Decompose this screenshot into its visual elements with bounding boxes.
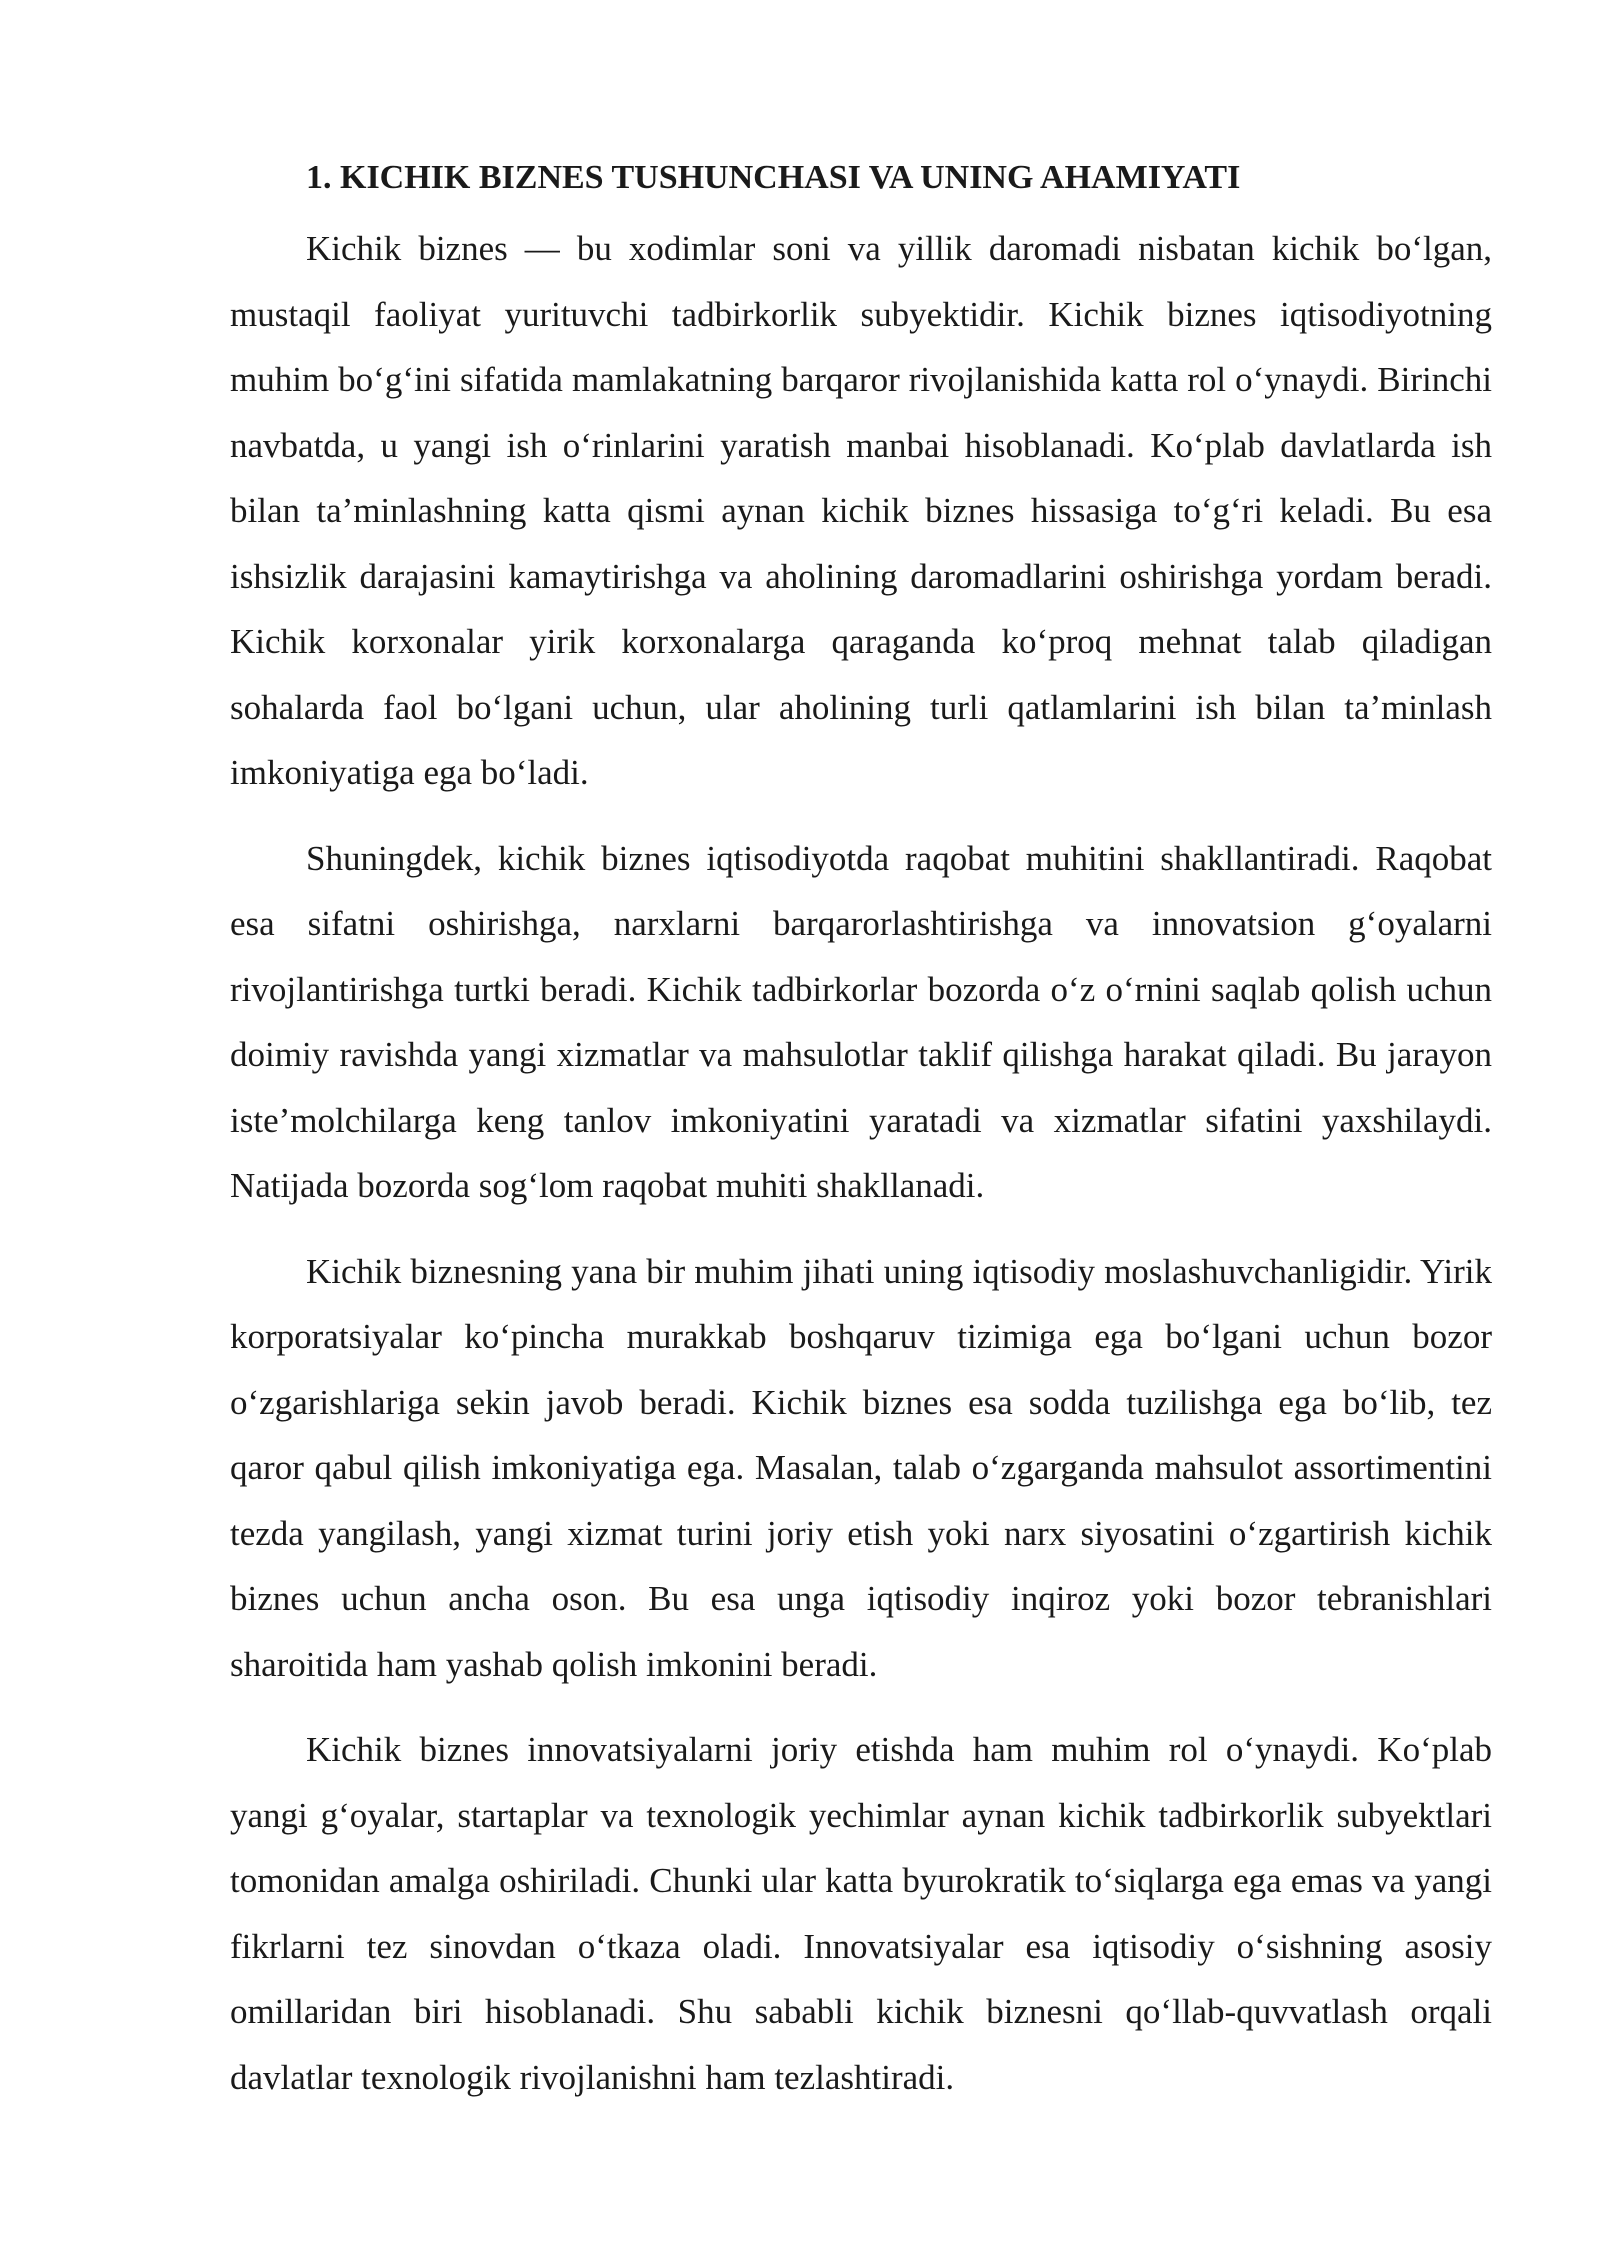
section-heading: 1. KICHIK BIZNES TUSHUNCHASI VA UNING AHAMIYATI	[306, 159, 1241, 196]
paragraph-3: Kichik biznesning yana bir muhim jihati uning iqtisodiy moslashuvchanligidir. Yirik korporatsiyalar ko‘pincha murakkab boshqaruv tizimiga ega bo‘lgani uchun bozor o‘zgarishlariga sekin javob beradi. Kichik biznes esa sodda tuzilishga ega bo‘lib, tez qaror qabul qilish imkoniyatiga ega. Masalan, talab o‘zgarganda mahsulot assortimentini tezda yangilash, yangi xizmat turini joriy etish yoki narx siyosatini o‘zgartirish kichik biznes uchun ancha oson. Bu esa unga iqtisodiy inqiroz yoki bozor tebranishlari sharoitida ham yashab qolish imkonini beradi.	[230, 1251, 1492, 1684]
paragraph-2: Shuningdek, kichik biznes iqtisodiyotda raqobat muhitini shakllantiradi. Raqobat esa sifatni oshirishga, narxlarni barqarorlashtirishga va innovatsion g‘oyalarni rivojlantirishga turtki beradi. Kichik tadbirkorlar bozorda o‘z o‘rnini saqlab qolish uchun doimiy ravishda yangi xizmatlar va mahsulotlar taklif qilishga harakat qiladi. Bu jarayon iste’molchilarga keng tanlov imkoniyatini yaratadi va xizmatlar sifatini yaxshilaydi. Natijada bozorda sog‘lom raqobat muhiti shakllanadi.	[230, 838, 1492, 1205]
document-body	[230, 148, 1492, 2110]
paragraph-4: Kichik biznes innovatsiyalarni joriy etishda ham muhim rol o‘ynaydi. Ko‘plab yangi g‘oyalar, startaplar va texnologik yechimlar aynan kichik tadbirkorlik subyektlari tomonidan amalga oshiriladi. Chunki ular katta byurokratik to‘siqlarga ega emas va yangi fikrlarni tez sinovdan o‘tkaza oladi. Innovatsiyalar esa iqtisodiy o‘sishning asosiy omillaridan biri hisoblanadi. Shu sababli kichik biznesni qo‘llab-quvvatlash orqali davlatlar texnologik rivojlanishni ham tezlashtiradi.	[230, 1730, 1492, 2097]
paragraph-1: Kichik biznes — bu xodimlar soni va yillik daromadi nisbatan kichik bo‘lgan, mustaqil faoliyat yurituvchi tadbirkorlik subyektidir. Kichik biznes iqtisodiyotning muhim bo‘g‘ini sifatida mamlakatning barqaror rivojlanishida katta rol o‘ynaydi. Birinchi navbatda, u yangi ish o‘rinlarini yaratish manbai hisoblanadi. Ko‘plab davlatlarda ish bilan ta’minlashning katta qismi aynan kichik biznes hissasiga to‘g‘ri keladi. Bu esa ishsizlik darajasini kamaytirishga va aholining daromadlarini oshirishga yordam beradi. Kichik korxonalar yirik korxonalarga qaraganda ko‘proq mehnat talab qiladigan sohalarda faol bo‘lgani uchun, ular aholining turli qatlamlarini ish bilan ta’minlash imkoniyatiga ega bo‘ladi.	[230, 229, 1492, 792]
